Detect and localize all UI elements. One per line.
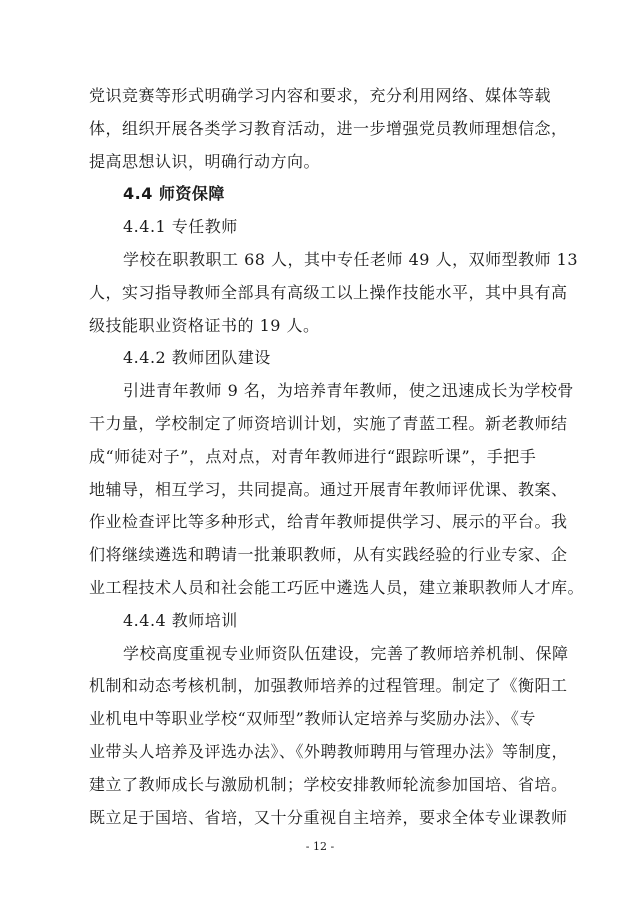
paragraph-line: 干力量，学校制定了师资培训计划，实施了青蓝工程。新老教师结 (89, 413, 568, 433)
paragraph-line: 人，实习指导教师全部具有高级工以上操作技能水平，其中具有高 (89, 282, 568, 302)
section-heading: 4.4 师资保障 (123, 184, 225, 204)
paragraph-line: 学校在职教职工 68 人，其中专任老师 49 人，双师型教师 13 (123, 249, 579, 269)
paragraph-line: 业带头人培养及评选办法》、《外聘教师聘用与管理办法》等制度， (89, 741, 569, 761)
paragraph-line: 业工程技术人员和社会能工巧匠中遴选人员，建立兼职教师人才库。 (89, 577, 585, 597)
paragraph-line: 地辅导，相互学习，共同提高。通过开展青年教师评优课、教案、 (89, 479, 568, 499)
subsection-heading: 4.4.4 教师培训 (123, 610, 238, 630)
subsection-heading: 4.4.2 教师团队建设 (123, 348, 271, 368)
paragraph-line: 建立了教师成长与激励机制；学校安排教师轮流参加国培、省培。 (89, 774, 568, 794)
paragraph-line: 业机电中等职业学校“双师型”教师认定培养与奖励办法》、《专 (89, 709, 536, 729)
paragraph-line: 级技能职业资格证书的 19 人。 (89, 315, 320, 335)
paragraph-line: 机制和动态考核机制，加强教师培养的过程管理。制定了《衡阳工 (89, 676, 568, 696)
paragraph-line: 体，组织开展各类学习教育活动，进一步增强党员教师理想信念， (89, 118, 568, 138)
document-body (89, 80, 585, 834)
paragraph-line: 们将继续遴选和聘请一批兼职教师，从有实践经验的行业专家、企 (89, 545, 568, 565)
paragraph-line: 学校高度重视专业师资队伍建设，完善了教师培养机制、保障 (123, 643, 569, 663)
subsection-heading: 4.4.1 专任教师 (123, 217, 238, 237)
page-number: - 12 - (305, 840, 335, 853)
paragraph-line: 党识竞赛等形式明确学习内容和要求，充分利用网络、媒体等载 (89, 86, 552, 105)
paragraph-line: 既立足于国培、省培，又十分重视自主培养，要求全体专业课教师 (89, 807, 568, 827)
paragraph-line: 作业检查评比等多种形式，给青年教师提供学习、展示的平台。我 (89, 512, 568, 532)
paragraph-line: 提高思想认识，明确行动方向。 (89, 151, 321, 171)
paragraph-line: 引进青年教师 9 名，为培养青年教师，使之迅速成长为学校骨 (123, 381, 574, 401)
paragraph-line: 成“师徒对子”，点对点，对青年教师进行“跟踪听课”，手把手 (89, 446, 537, 466)
